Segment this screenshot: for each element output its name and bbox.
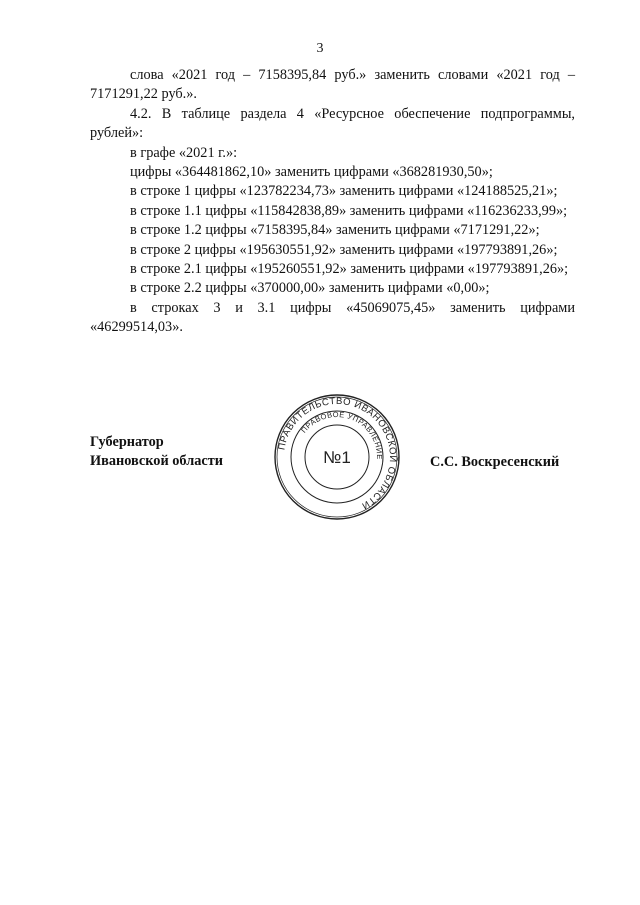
paragraph: в строке 2.1 цифры «195260551,92» заменить цифрами «197793891,26»;	[130, 261, 569, 278]
signatory-name: С.С. Воскресенский	[430, 454, 560, 470]
document-body	[90, 66, 575, 338]
official-seal	[272, 392, 402, 522]
signatory-title-line2: Ивановской области	[90, 453, 223, 469]
paragraph: в строке 2 цифры «195630551,92» заменить цифрами «197793891,26»;	[130, 241, 558, 258]
page-number: 3	[316, 41, 324, 56]
signatory-title-line1: Губернатор	[90, 434, 164, 450]
seal-number: №1	[323, 448, 351, 467]
seal-inner-textpath: ПРАВОВОЕ УПРАВЛЕНИЕ	[299, 409, 385, 460]
signatory-title	[90, 433, 223, 471]
paragraph: цифры «364481862,10» заменить цифрами «368281930,50»;	[130, 164, 493, 181]
paragraph: слова «2021 год – 7158395,84 руб.» заменить словами «2021 год – 7171291,22 руб.».	[90, 67, 575, 103]
paragraph: в графе «2021 г.»:	[130, 144, 238, 161]
paragraph: в строке 1.1 цифры «115842838,89» заменить цифрами «116236233,99»;	[130, 202, 568, 219]
paragraph: в строке 1.2 цифры «7158395,84» заменить цифрами «7171291,22»;	[130, 222, 540, 239]
paragraph: в строке 1 цифры «123782234,73» заменить цифрами «124188525,21»;	[130, 183, 558, 200]
paragraph: в строке 2.2 цифры «370000,00» заменить цифрами «0,00»;	[130, 280, 490, 297]
seal-outer-textpath: ПРАВИТЕЛЬСТВО ИВАНОВСКОЙ ОБЛАСТИ	[276, 395, 399, 512]
paragraph: в строках 3 и 3.1 цифры «45069075,45» заменить цифрами «46299514,03».	[90, 299, 575, 336]
paragraph: 4.2. В таблице раздела 4 «Ресурсное обеспечение подпрограммы, рублей»:	[90, 105, 575, 142]
